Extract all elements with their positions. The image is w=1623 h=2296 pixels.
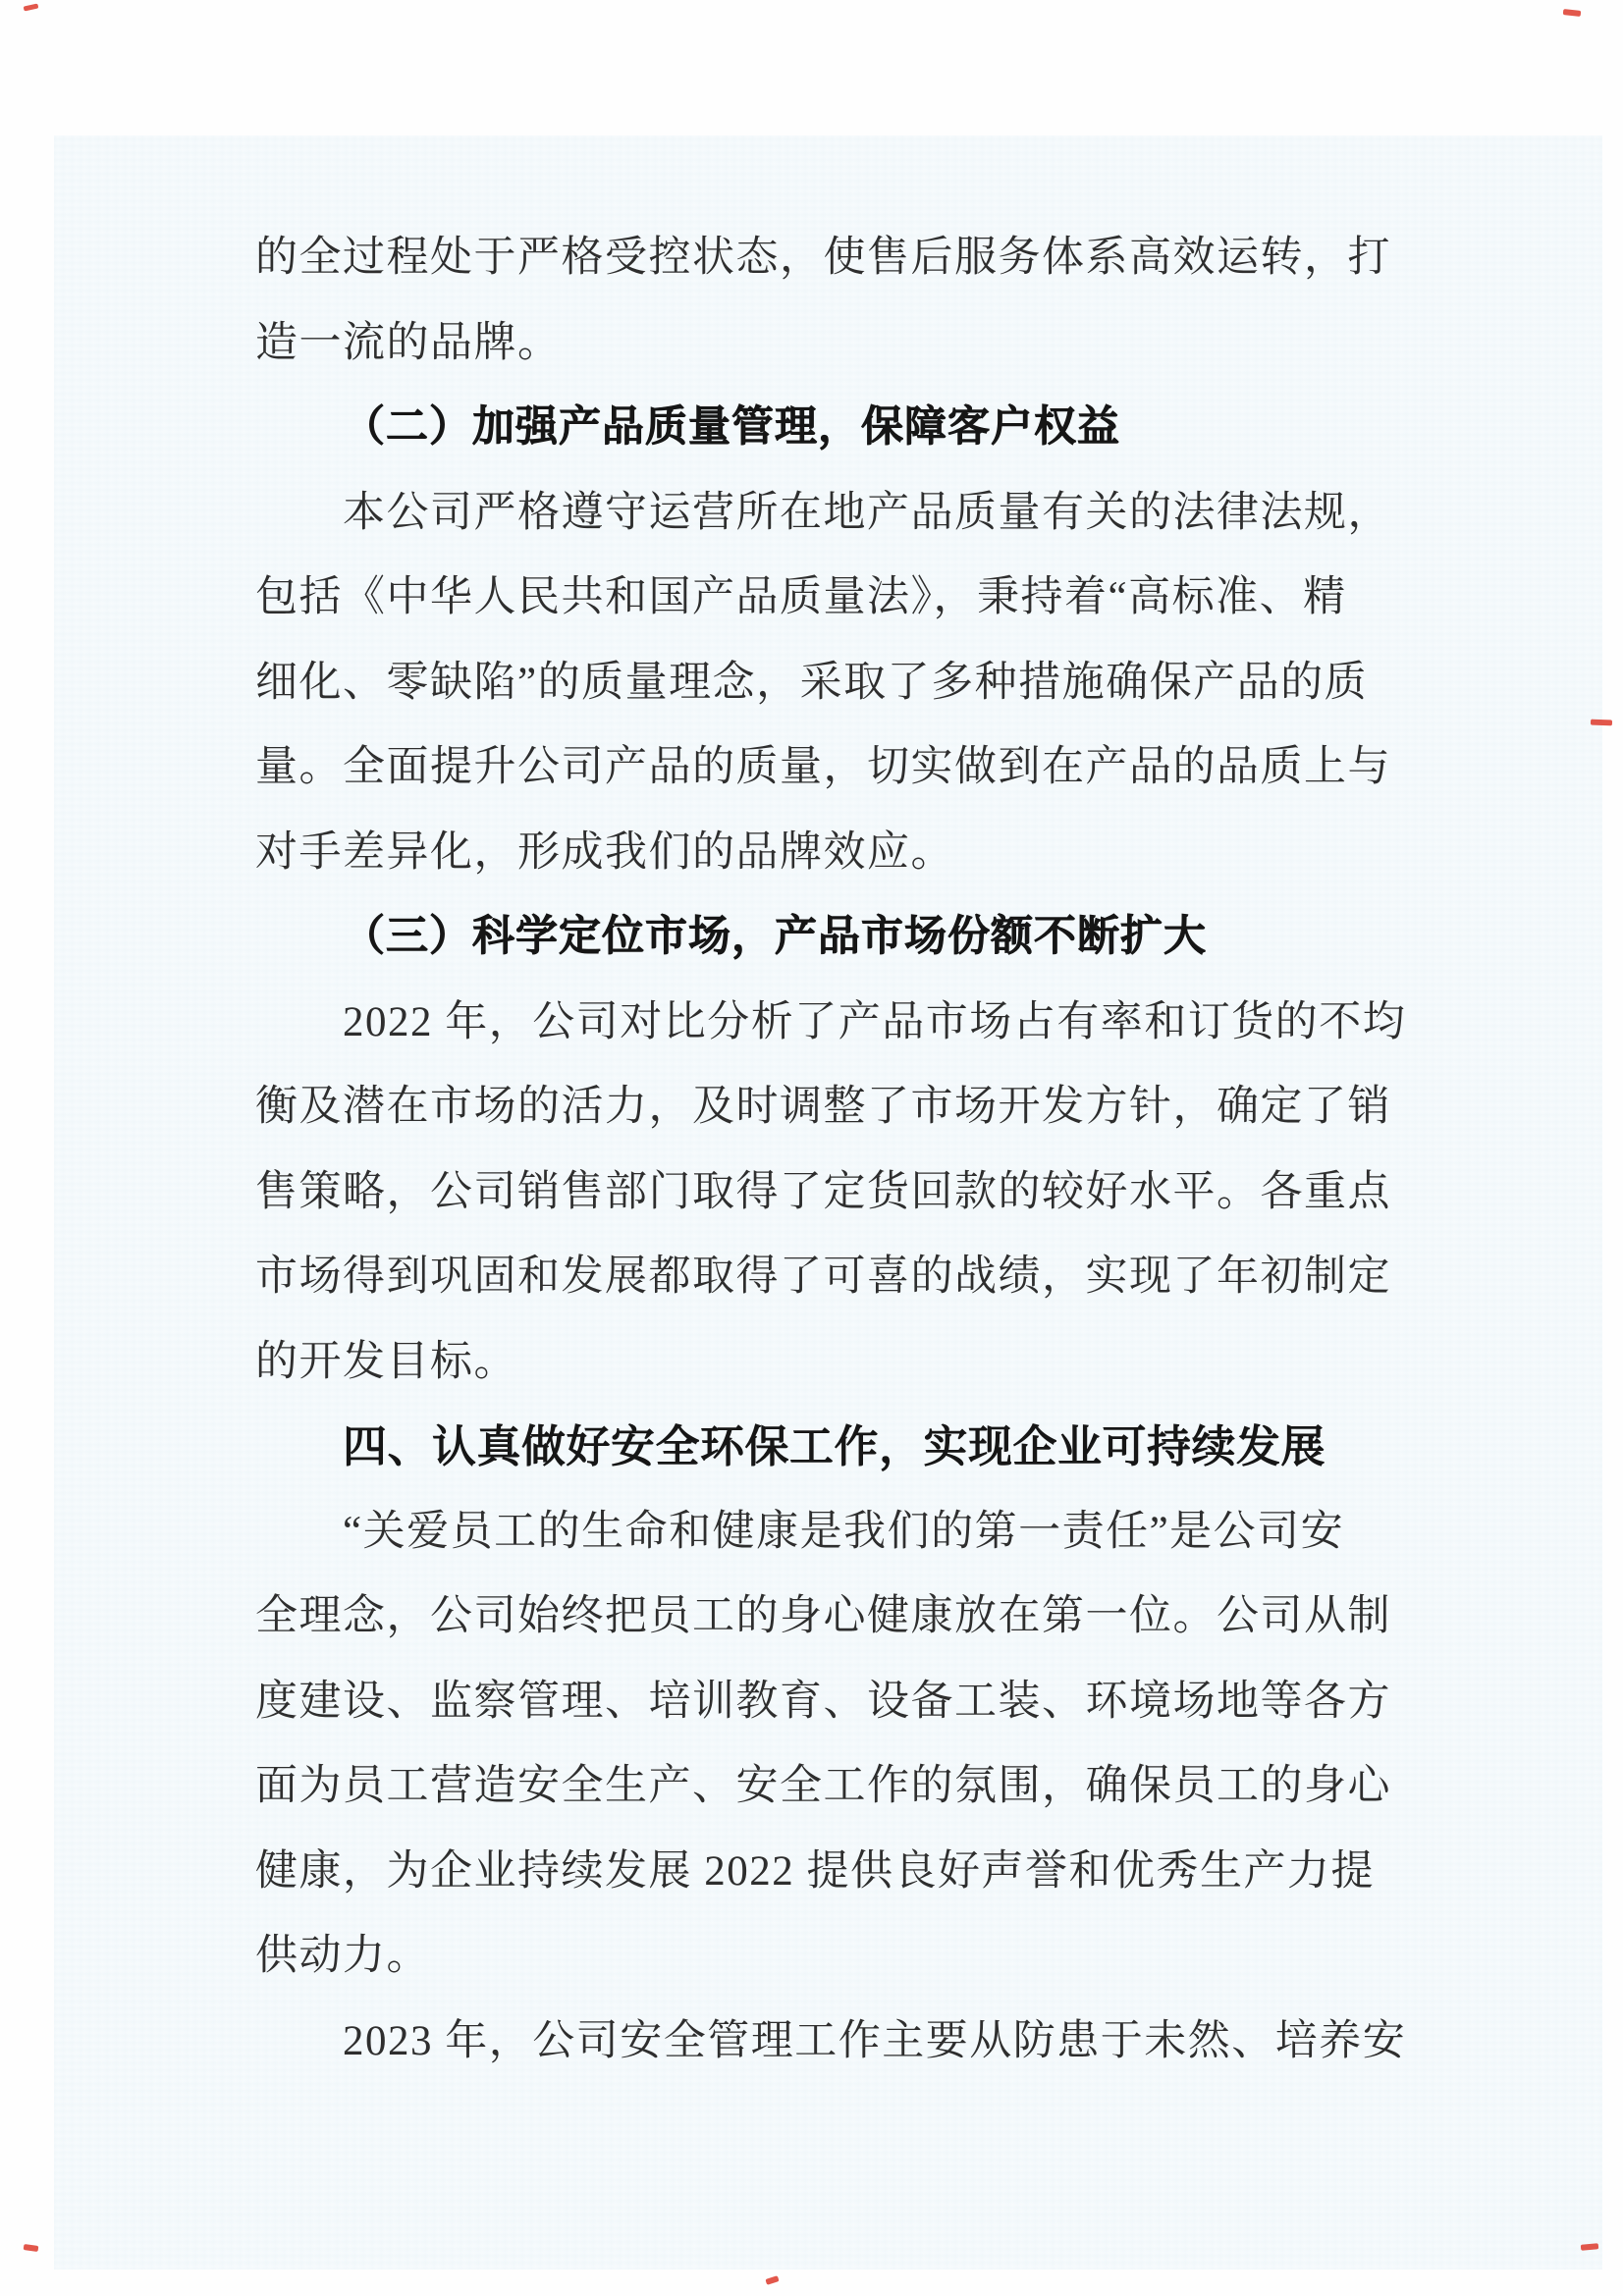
- paragraph-first-line: 本公司严格遵守运营所在地产品质量有关的法律法规，: [343, 489, 1391, 536]
- red-ink-mark-bottom-left: [24, 2244, 39, 2252]
- text-line: 全理念，公司始终把员工的身心健康放在第一位。公司从制: [255, 1593, 1391, 1639]
- text-line: 造一流的品牌。: [255, 319, 562, 366]
- text-line: 的全过程处于严格受控状态，使售后服务体系高效运转，打: [255, 235, 1391, 281]
- text-line: 细化、零缺陷”的质量理念，采取了多种措施确保产品的质: [255, 659, 1369, 706]
- text-line: 市场得到巩固和发展都取得了可喜的战绩，实现了年初制定: [255, 1254, 1391, 1300]
- document-text-block: [255, 216, 1424, 2084]
- section-heading-market: （三）科学定位市场，产品市场份额不断扩大: [343, 914, 1207, 960]
- text-line: 衡及潜在市场的活力，及时调整了市场开发方针，确定了销: [255, 1084, 1391, 1130]
- text-line: 的开发目标。: [255, 1338, 517, 1385]
- text-line: 度建设、监察管理、培训教育、设备工装、环境场地等各方: [255, 1678, 1391, 1725]
- red-ink-mark-right-edge: [1591, 720, 1612, 726]
- red-ink-mark-top-left: [24, 3, 39, 11]
- text-line: 对手差异化，形成我们的品牌效应。: [255, 828, 954, 876]
- text-line: 包括《中华人民共和国产品质量法》，秉持着“高标准、精: [255, 574, 1347, 620]
- red-ink-mark-bottom-center: [765, 2275, 779, 2285]
- text-line: 售策略，公司销售部门取得了定货回款的较好水平。各重点: [255, 1168, 1391, 1215]
- paragraph-first-line: 2023 年，公司安全管理工作主要从防患于未然、培养安: [343, 2017, 1407, 2064]
- text-line: 量。全面提升公司产品的质量，切实做到在产品的品质上与: [255, 744, 1391, 790]
- chapter-heading-safety: 四、认真做好安全环保工作，实现企业可持续发展: [343, 1421, 1326, 1471]
- paragraph-first-line: “关爱员工的生命和健康是我们的第一责任”是公司安: [343, 1508, 1345, 1555]
- paragraph-first-line: 2022 年，公司对比分析了产品市场占有率和订货的不均: [343, 998, 1407, 1045]
- red-ink-mark-top-right: [1563, 9, 1582, 17]
- text-line: 面为员工营造安全生产、安全工作的氛围，确保员工的身心: [255, 1763, 1391, 1809]
- text-line: 健康，为企业持续发展 2022 提供良好声誉和优秀生产力提: [255, 1847, 1375, 1895]
- section-heading-quality: （二）加强产品质量管理，保障客户权益: [343, 404, 1120, 451]
- text-line: 供动力。: [255, 1933, 430, 1979]
